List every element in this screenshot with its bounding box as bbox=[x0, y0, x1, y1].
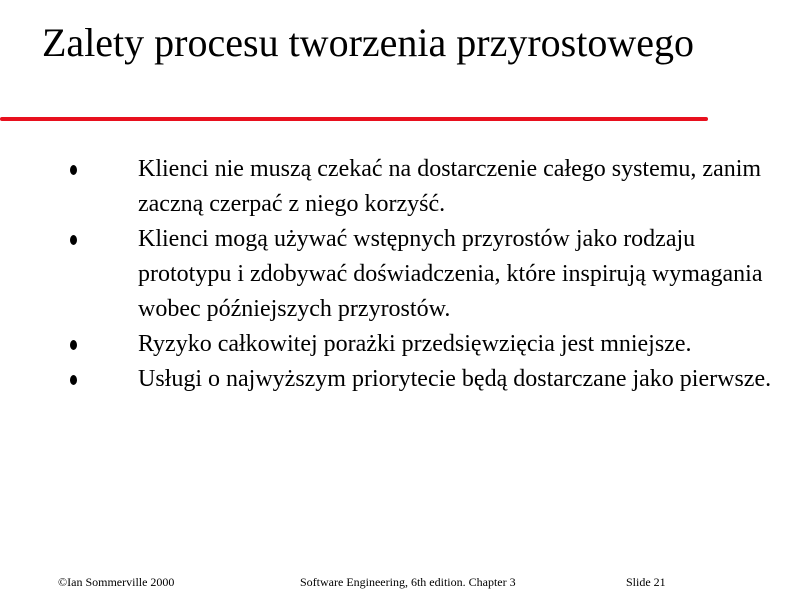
bullet-dot-icon bbox=[70, 340, 77, 350]
bullet-list bbox=[0, 152, 810, 397]
bullet-item bbox=[0, 222, 778, 327]
bullet-text: Klienci mogą używać wstępnych przyrostów jako rodzaju prototypu i zdobywać doświadczenia, które inspirują wymagania wobec późniejszych przyrostów. bbox=[138, 226, 763, 322]
bullet-text: Usługi o najwyższym priorytecie będą dostarczane jako pierwsze. bbox=[138, 366, 772, 392]
bullet-dot-icon bbox=[70, 165, 77, 175]
footer-slide-number: Slide 21 bbox=[626, 575, 666, 589]
title-underline bbox=[0, 117, 708, 121]
slide-title: Zalety procesu tworzenia przyrostowego bbox=[42, 20, 694, 65]
footer-book-title: Software Engineering, 6th edition. Chapter 3 bbox=[300, 575, 516, 589]
bullet-dot-icon bbox=[70, 235, 77, 245]
bullet-item bbox=[0, 152, 778, 222]
bullet-text: Klienci nie muszą czekać na dostarczenie całego systemu, zanim zaczną czerpać z niego korzyść. bbox=[138, 156, 762, 217]
bullet-item bbox=[0, 362, 778, 397]
bullet-text: Ryzyko całkowitej porażki przedsięwzięcia jest mniejsze. bbox=[138, 331, 692, 357]
bullet-dot-icon bbox=[70, 375, 77, 385]
bullet-item bbox=[0, 327, 778, 362]
footer-copyright: ©Ian Sommerville 2000 bbox=[58, 575, 175, 589]
